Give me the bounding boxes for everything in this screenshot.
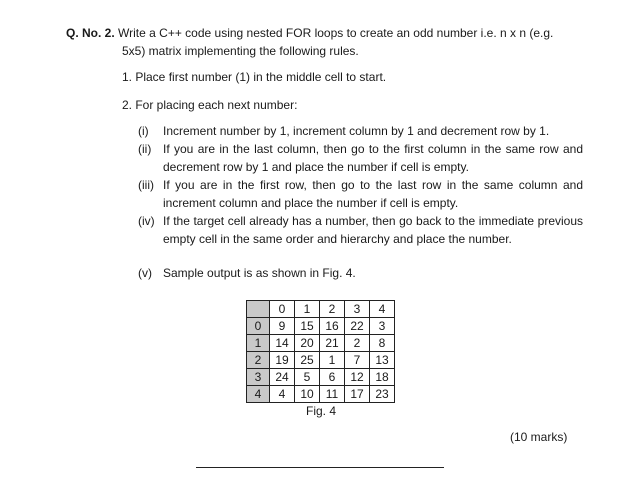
question-text-line1: Write a C++ code using nested FOR loops to create an odd number i.e. n x n (e.g.	[118, 26, 554, 40]
sub-rule-text: If the target cell already has a number, then go back to the immediate previous empty cell in the same order and hierarchy and place the number.	[163, 214, 583, 246]
table-cell: 11	[320, 386, 345, 403]
table-cell: 6	[320, 369, 345, 386]
table-cell: 13	[370, 352, 395, 369]
table-row	[247, 352, 395, 369]
rule-2: 2. For placing each next number:	[122, 98, 298, 112]
sub-rule-number: (iii)	[138, 178, 154, 192]
table-cell: 15	[295, 318, 320, 335]
table-cell: 18	[370, 369, 395, 386]
table-cell: 19	[270, 352, 295, 369]
table-cell: 25	[295, 352, 320, 369]
table-cell: 9	[270, 318, 295, 335]
table-row	[247, 386, 395, 403]
table-cell: 14	[270, 335, 295, 352]
answer-line	[196, 467, 444, 468]
table-cell: 20	[295, 335, 320, 352]
table-row	[247, 318, 395, 335]
sub-rule-text: If you are in the last column, then go to the first column in the same row and decrement row by 1 and place the number if cell is empty.	[163, 142, 583, 174]
col-header: 4	[370, 301, 395, 318]
sub-rule-iii	[138, 176, 588, 212]
col-header: 1	[295, 301, 320, 318]
question-number: Q. No. 2.	[66, 26, 115, 40]
table-cell: 16	[320, 318, 345, 335]
table-header-row	[247, 301, 395, 318]
table-cell: 21	[320, 335, 345, 352]
table-cell: 1	[320, 352, 345, 369]
row-header: 1	[247, 335, 270, 352]
sub-rule-text: If you are in the first row, then go to the last row in the same column and increment column and place the number if cell is empty.	[163, 178, 583, 210]
sub-rule-v	[138, 264, 588, 282]
col-header: 2	[320, 301, 345, 318]
sub-rule-text: Increment number by 1, increment column by 1 and decrement row by 1.	[163, 124, 550, 138]
row-header: 0	[247, 318, 270, 335]
table-cell: 5	[295, 369, 320, 386]
table-cell: 3	[370, 318, 395, 335]
sub-rule-text: Sample output is as shown in Fig. 4.	[163, 266, 356, 280]
table-cell: 8	[370, 335, 395, 352]
row-header: 4	[247, 386, 270, 403]
sub-rule-iv	[138, 212, 588, 248]
table-cell: 23	[370, 386, 395, 403]
sub-rule-i	[138, 122, 588, 140]
table-cell: 4	[270, 386, 295, 403]
sub-rule-ii	[138, 140, 588, 176]
row-header: 2	[247, 352, 270, 369]
table-corner	[247, 301, 270, 318]
table-row	[247, 335, 395, 352]
sub-rule-number: (ii)	[138, 142, 152, 156]
table-cell: 12	[345, 369, 370, 386]
table-cell: 17	[345, 386, 370, 403]
marks-label: (10 marks)	[510, 430, 568, 444]
col-header: 0	[270, 301, 295, 318]
table-cell: 10	[295, 386, 320, 403]
table-cell: 24	[270, 369, 295, 386]
col-header: 3	[345, 301, 370, 318]
table-cell: 7	[345, 352, 370, 369]
magic-square-table	[246, 300, 395, 403]
sub-rule-number: (i)	[138, 124, 149, 138]
table-cell: 2	[345, 335, 370, 352]
figure-caption: Fig. 4	[306, 404, 337, 418]
row-header: 3	[247, 369, 270, 386]
question-text-line2: 5x5) matrix implementing the following rules.	[122, 44, 359, 58]
table-cell: 22	[345, 318, 370, 335]
sub-rule-number: (iv)	[138, 214, 155, 228]
question-heading	[66, 24, 586, 42]
rule-1: 1. Place first number (1) in the middle cell to start.	[122, 70, 387, 84]
table-row	[247, 369, 395, 386]
sub-rule-number: (v)	[138, 266, 152, 280]
